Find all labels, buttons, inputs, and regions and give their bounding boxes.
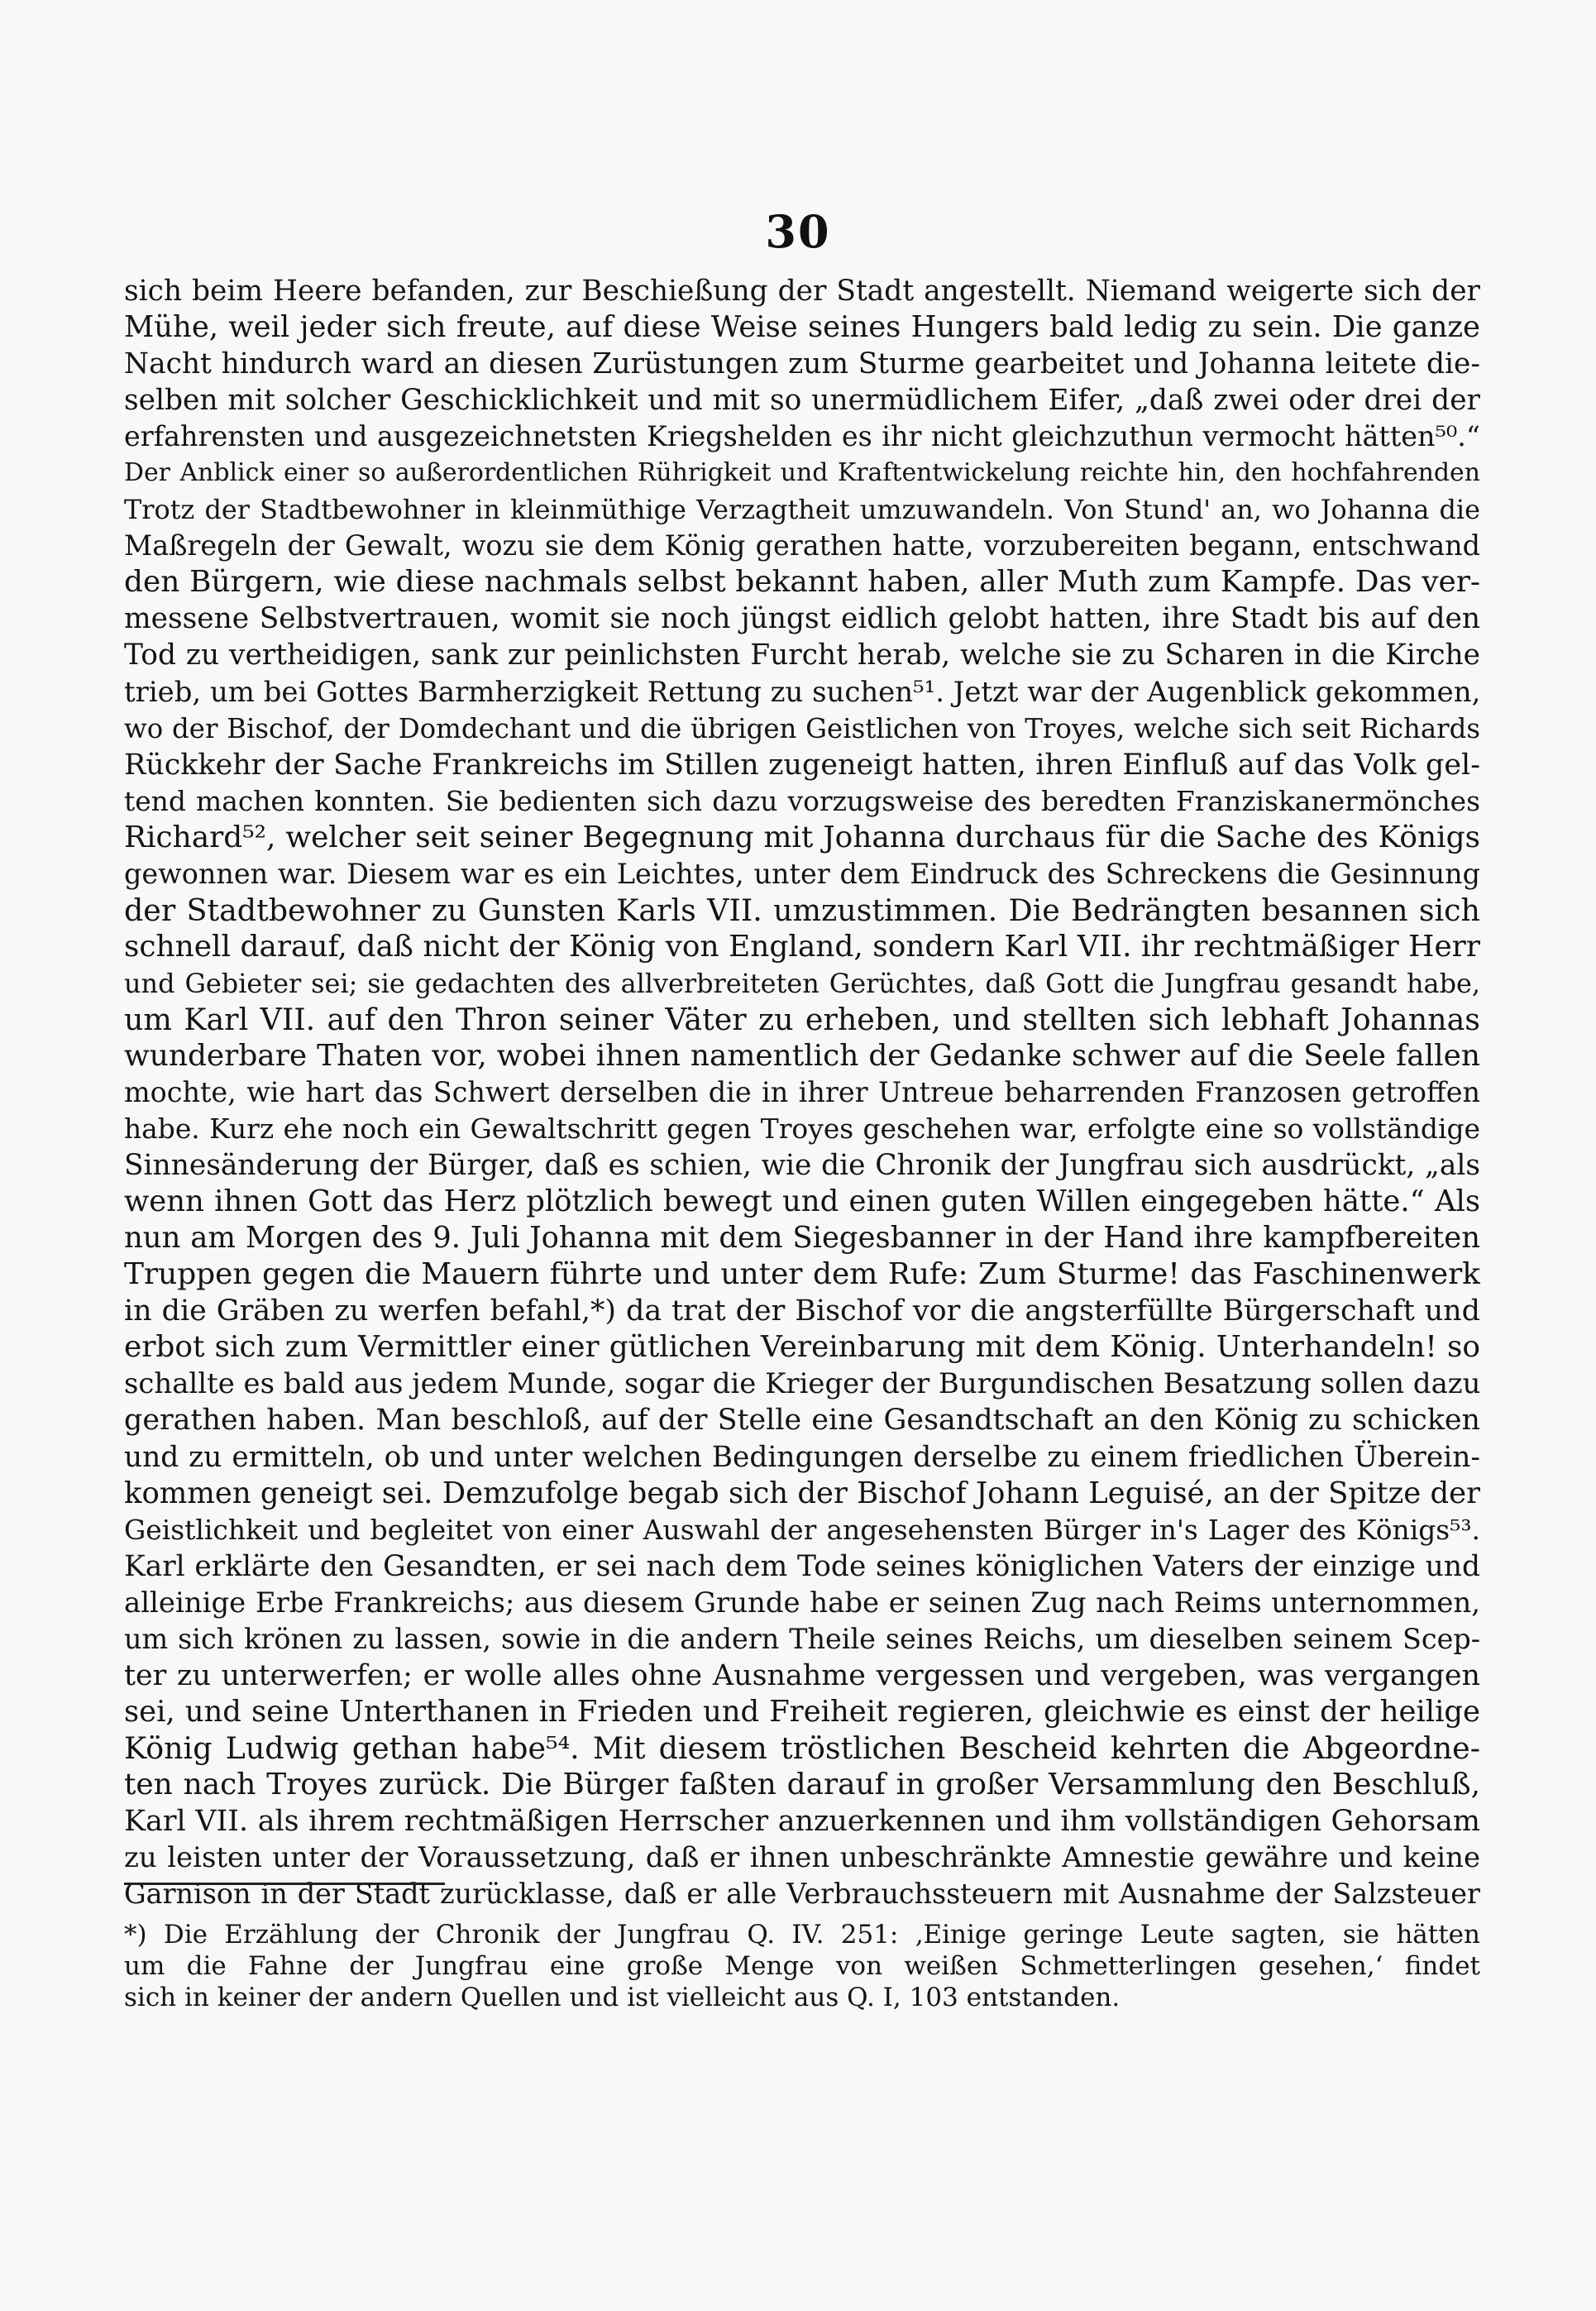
body-line: erbot sich zum Vermittler einer gütlichen Vereinbarung mit dem König. Unterhandeln! so — [124, 1330, 1480, 1365]
footnote — [124, 1919, 1480, 2013]
body-line: mochte, wie hart das Schwert derselben die in ihrer Untreue beharrenden Franzosen getroffen — [124, 1076, 1480, 1109]
footnote-divider — [124, 1883, 445, 1885]
body-line: messene Selbstvertrauen, womit sie noch jüngst eidlich gelobt hatten, ihre Stadt bis auf den — [124, 602, 1480, 636]
body-line: wunderbare Thaten vor, wobei ihnen namentlich der Gedanke schwer auf die Seele fallen — [124, 1038, 1480, 1073]
body-line: Richard⁵², welcher seit seiner Begegnung mit Johanna durchaus für die Sache des Königs — [124, 820, 1480, 854]
body-line: kommen geneigt sei. Demzufolge begab sich der Bischof Johann Leguisé, an der Spitze der — [124, 1476, 1480, 1510]
body-line: wenn ihnen Gott das Herz plötzlich bewegt und einen guten Willen eingegeben hätte.“ Als — [124, 1184, 1480, 1219]
body-text — [124, 273, 1480, 1912]
body-line: Karl VII. als ihrem rechtmäßigen Herrscher anzuerkennen und ihm vollständigen Gehorsam — [124, 1804, 1480, 1838]
body-line: den Bürgern, wie diese nachmals selbst bekannt haben, aller Muth zum Kampfe. Das ver- — [124, 565, 1480, 600]
body-line: gerathen haben. Man beschloß, auf der Stelle eine Gesandtschaft an den König zu schicken — [124, 1404, 1480, 1438]
body-line: in die Gräben zu werfen befahl,*) da trat der Bischof vor die angsterfüllte Bürgerschaft und — [124, 1294, 1480, 1328]
body-line: der Stadtbewohner zu Gunsten Karls VII. umzustimmen. Die Bedrängten besannen sich — [124, 892, 1480, 928]
body-line: Geistlichkeit und begleitet von einer Auswahl der angesehensten Bürger in's Lager des Königs⁵³. — [124, 1513, 1480, 1546]
body-line: und zu ermitteln, ob und unter welchen Bedingungen derselbe zu einem friedlichen Überein- — [124, 1440, 1480, 1474]
body-line: Truppen gegen die Mauern führte und unter dem Rufe: Zum Sturme! das Faschinenwerk — [124, 1257, 1480, 1292]
body-line: schnell darauf, daß nicht der König von England, sondern Karl VII. ihr rechtmäßiger Herr — [124, 929, 1480, 964]
body-line: sei, und seine Unterthanen in Frieden und Freiheit regieren, gleichwie es einst der heilige — [124, 1694, 1480, 1729]
footnote-line: um die Fahne der Jungfrau eine große Menge von weißen Schmetterlingen gesehen,‘ findet — [124, 1951, 1480, 1981]
body-line: und Gebieter sei; sie gedachten des allverbreiteten Gerüchtes, daß Gott die Jungfrau gesandt habe, — [124, 967, 1480, 999]
body-line: Rückkehr der Sache Frankreichs im Stillen zugeneigt hatten, ihren Einfluß auf das Volk gel- — [124, 748, 1480, 782]
body-line: Sinnesänderung der Bürger, daß es schien, wie die Chronik der Jungfrau sich ausdrückt, „als — [124, 1149, 1480, 1183]
body-line: um Karl VII. auf den Thron seiner Väter zu erheben, und stellten sich lebhaft Johannas — [124, 1001, 1480, 1037]
body-line: Der Anblick einer so außerordentlichen Rührigkeit und Kraftentwickelung reichte hin, den hochfahrenden — [124, 458, 1480, 488]
body-line: Maßregeln der Gewalt, wozu sie dem König gerathen hatte, vorzubereiten begann, entschwand — [124, 529, 1480, 562]
body-line: tend machen konnten. Sie bedienten sich dazu vorzugsweise des beredten Franziskanermönches — [124, 784, 1480, 817]
body-line: trieb, um bei Gottes Barmherzigkeit Rettung zu suchen⁵¹. Jetzt war der Augenblick gekommen, — [124, 675, 1480, 708]
body-line: zu leisten unter der Voraussetzung, daß er ihnen unbeschränkte Amnestie gewähre und keine — [124, 1841, 1480, 1874]
footnote-line: *) Die Erzählung der Chronik der Jungfrau Q. IV. 251: ‚Einige geringe Leute sagten, sie hätten — [124, 1920, 1480, 1950]
body-line: König Ludwig gethan habe⁵⁴. Mit diesem tröstlichen Bescheid kehrten die Abgeordne- — [124, 1730, 1480, 1766]
body-line: ten nach Troyes zurück. Die Bürger faßten darauf in großer Versammlung den Beschluß, — [124, 1767, 1480, 1801]
body-line: habe. Kurz ehe noch ein Gewaltschritt gegen Troyes geschehen war, erfolgte eine so vollständige — [124, 1112, 1480, 1146]
body-line: sich beim Heere befanden, zur Beschießung der Stadt angestellt. Niemand weigerte sich der — [124, 275, 1480, 308]
body-line: wo der Bischof, der Domdechant und die übrigen Geistlichen von Troyes, welche sich seit Richards — [124, 712, 1480, 744]
body-line: selben mit solcher Geschicklichkeit und mit so unermüdlichem Eifer, „daß zwei oder drei der — [124, 384, 1480, 418]
body-line: Karl erklärte den Gesandten, er sei nach dem Tode seines königlichen Vaters der einzige und — [124, 1549, 1480, 1583]
page-number: 30 — [765, 205, 831, 258]
body-line: um sich krönen zu lassen, sowie in die andern Theile seines Reichs, um dieselben seinem Scep- — [124, 1622, 1480, 1655]
body-line: Tod zu vertheidigen, sank zur peinlichsten Furcht herab, welche sie zu Scharen in die Kirche — [124, 639, 1480, 672]
body-line: Garnison in der Stadt zurücklasse, daß er alle Verbrauchssteuern mit Ausnahme der Salzsteuer — [124, 1878, 1480, 1911]
body-line: ter zu unterwerfen; er wolle alles ohne Ausnahme vergessen und vergeben, was vergangen — [124, 1658, 1480, 1692]
body-line: Mühe, weil jeder sich freute, auf diese Weise seines Hungers bald ledig zu sein. Die ganze — [124, 310, 1480, 345]
body-line: schallte es bald aus jedem Munde, sogar die Krieger der Burgundischen Besatzung sollen dazu — [124, 1367, 1480, 1400]
body-line: gewonnen war. Diesem war es ein Leichtes, unter dem Eindruck des Schreckens die Gesinnung — [124, 857, 1480, 890]
body-line: nun am Morgen des 9. Juli Johanna mit dem Siegesbanner in der Hand ihre kampfbereiten — [124, 1221, 1480, 1256]
body-line: alleinige Erbe Frankreichs; aus diesem Grunde habe er seinen Zug nach Reims unternommen, — [124, 1586, 1480, 1619]
body-line: Trotz der Stadtbewohner in kleinmüthige Verzagtheit umzuwandeln. Von Stund' an, wo Johanna die — [124, 494, 1480, 526]
footnote-line: sich in keiner der andern Quellen und ist vielleicht aus Q. I, 103 entstanden. — [124, 1983, 1121, 2012]
body-line: Nacht hindurch ward an diesen Zurüstungen zum Sturme gearbeitet und Johanna leitete die- — [124, 347, 1480, 381]
body-line: erfahrensten und ausgezeichnetsten Kriegshelden es ihr nicht gleichzuthun vermocht hätten⁵⁰.“ — [124, 420, 1480, 453]
